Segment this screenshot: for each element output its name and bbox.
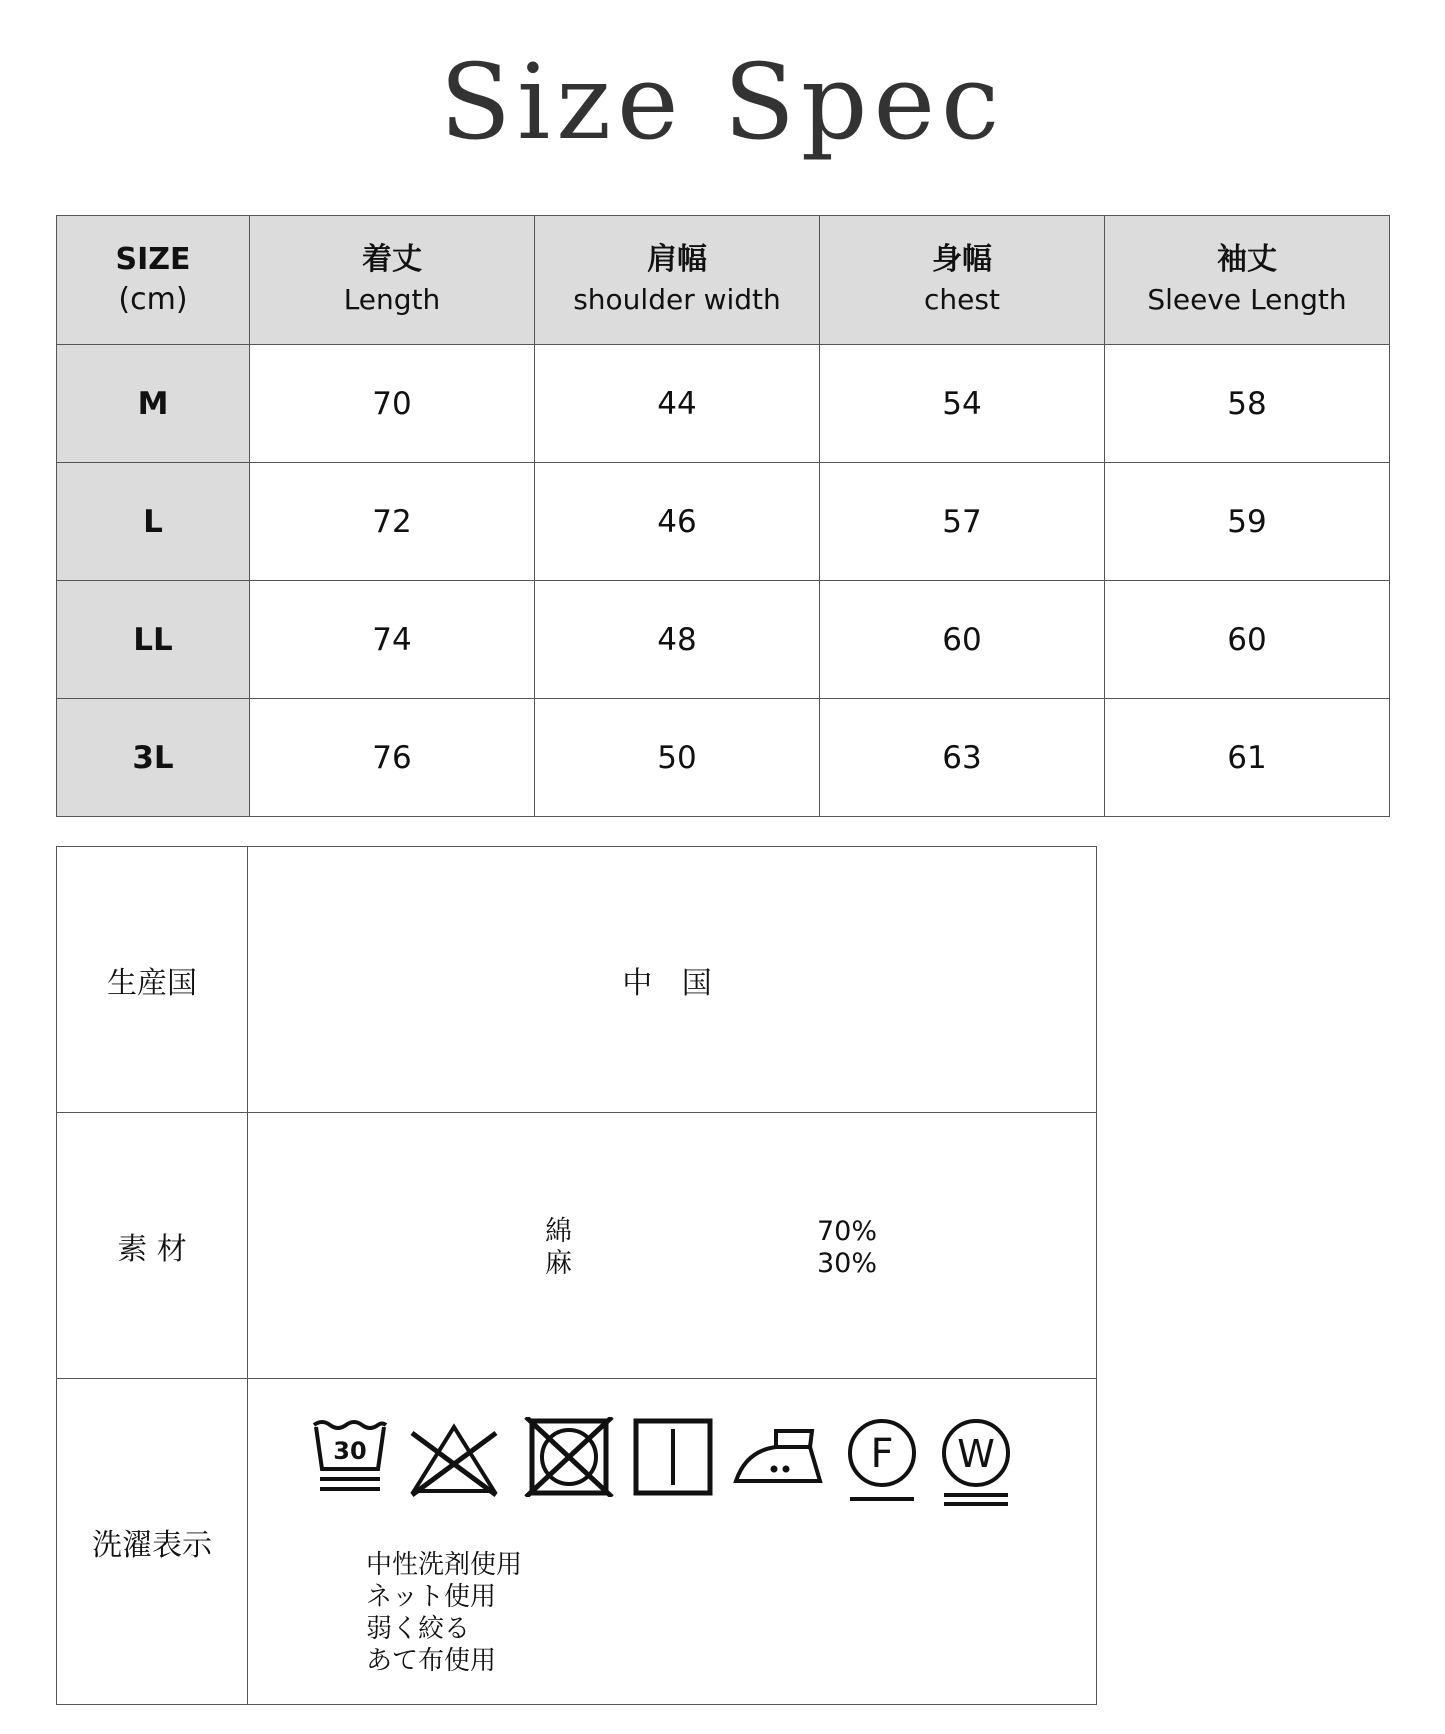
size-table-header-row [57,216,1390,345]
iron-medium-icon [730,1417,824,1497]
line-dry-icon [632,1417,714,1497]
care-cell [248,1379,1097,1705]
size-cell: L [57,463,250,581]
care-note: あて布使用 [366,1646,497,1676]
size-header-label: SIZE [115,242,191,277]
care-row [57,1379,1097,1705]
length-column-header [250,216,535,345]
no-tumble-dry-icon [524,1417,614,1497]
column-header-en: Sleeve Length [1147,283,1347,316]
material-row [57,1113,1097,1379]
material-cell [248,1113,1097,1379]
wet-clean-letter: W [957,1432,995,1476]
column-header-jp: 肩幅 [647,242,707,277]
shoulder-cell: 50 [535,699,820,817]
size-cell: M [57,345,250,463]
size-cell: LL [57,581,250,699]
table-row [57,699,1390,817]
no-bleach-icon [408,1417,500,1497]
sleeve-cell: 60 [1105,581,1390,699]
shoulder-cell: 44 [535,345,820,463]
material-name: 綿 [545,1216,572,1247]
material-percent: 70% [817,1216,878,1247]
origin-row [57,847,1097,1113]
product-info-table [56,846,1097,1705]
care-note: 弱く絞る [366,1614,471,1644]
column-header-jp: 着丈 [362,242,422,277]
table-row [57,581,1390,699]
chest-cell: 57 [820,463,1105,581]
shoulder-cell: 48 [535,581,820,699]
chest-cell: 54 [820,345,1105,463]
care-note: 中性洗剤使用 [366,1550,523,1580]
shoulder-column-header [535,216,820,345]
size-header-unit: (cm) [118,282,188,317]
dry-clean-f-icon [842,1417,922,1507]
column-header-en: chest [924,283,1000,316]
care-note: ネット使用 [366,1582,497,1612]
wash-30-gentle-icon [310,1417,390,1497]
material-label: 素 材 [57,1113,248,1379]
origin-label: 生産国 [57,847,248,1113]
dry-clean-letter: F [870,1431,894,1477]
column-header-jp: 袖丈 [1217,242,1277,277]
chest-cell: 63 [820,699,1105,817]
page-title: Size Spec [439,41,1006,163]
size-table [56,215,1390,817]
column-header-en: Length [343,283,441,316]
column-header-jp: 身幅 [932,242,992,277]
care-notes [366,1549,522,1677]
length-cell: 76 [250,699,535,817]
wet-clean-w-icon [936,1417,1016,1507]
table-row [57,345,1390,463]
material-name: 麻 [545,1248,572,1279]
chest-column-header [820,216,1105,345]
table-row [57,463,1390,581]
sleeve-cell: 59 [1105,463,1390,581]
sleeve-cell: 58 [1105,345,1390,463]
size-column-header [57,216,250,345]
material-percent: 30% [817,1248,878,1279]
length-cell: 70 [250,345,535,463]
sleeve-column-header [1105,216,1390,345]
chest-cell: 60 [820,581,1105,699]
sleeve-cell: 61 [1105,699,1390,817]
origin-value: 中 国 [248,847,1097,1113]
length-cell: 72 [250,463,535,581]
material-percents [817,1216,877,1280]
material-names [545,1216,572,1280]
column-header-en: shoulder width [573,283,781,316]
care-label: 洗濯表示 [57,1379,248,1705]
wash-temperature: 30 [333,1437,367,1465]
shoulder-cell: 46 [535,463,820,581]
length-cell: 74 [250,581,535,699]
size-cell: 3L [57,699,250,817]
